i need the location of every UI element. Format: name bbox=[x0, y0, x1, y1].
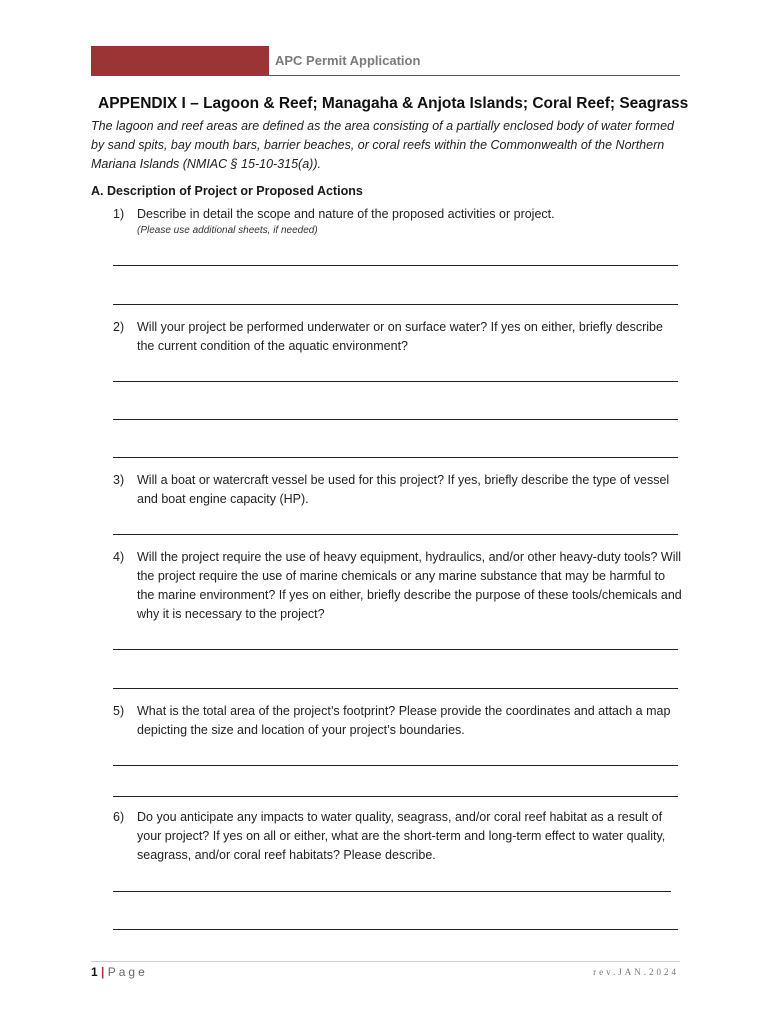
answer-line[interactable] bbox=[113, 929, 678, 930]
answer-line[interactable] bbox=[113, 765, 678, 766]
footer-divider bbox=[91, 961, 680, 962]
question-text: Do you anticipate any impacts to water quality, seagrass, and/or coral reef habitat as a result of your project? If yes on all or either, what are the short-term and long-term effect to water quality, seagrass, and/or coral reef habitats? Please describe. bbox=[137, 810, 666, 862]
page-number: 1 bbox=[91, 965, 98, 979]
answer-line[interactable] bbox=[113, 534, 678, 535]
question-text: Will a boat or watercraft vessel be used for this project? If yes, briefly describe the type of vessel and boat engine capacity (HP). bbox=[137, 473, 670, 506]
revision-label: rev.JAN.2024 bbox=[593, 967, 679, 977]
question-number: 3) bbox=[113, 473, 125, 487]
question-number: 5) bbox=[113, 704, 125, 718]
question-text: Describe in detail the scope and nature of the proposed activities or project. bbox=[137, 207, 555, 221]
intro-paragraph: The lagoon and reef areas are defined as the area consisting of a partially enclosed body of water formed by sand spits, bay mouth bars, barrier beaches, or coral reefs within the Commonwealth of the Northern Mariana Islands (NMIAC § 15-10-315(a)). bbox=[91, 119, 674, 171]
question-text: What is the total area of the project’s footprint? Please provide the coordinates and attach a map depicting the size and location of your project’s boundaries. bbox=[137, 704, 671, 737]
answer-line[interactable] bbox=[113, 649, 678, 650]
answer-line[interactable] bbox=[113, 304, 678, 305]
page-label: Page bbox=[107, 965, 148, 979]
answer-line[interactable] bbox=[113, 891, 671, 892]
header-accent-bar bbox=[91, 46, 269, 75]
additional-sheets-note: (Please use additional sheets, if needed) bbox=[137, 225, 318, 236]
question-number: 6) bbox=[113, 810, 125, 824]
answer-line[interactable] bbox=[113, 265, 678, 266]
question-text: Will your project be performed underwater or on surface water? If yes on either, briefly describe the current condition of the aquatic environment? bbox=[137, 320, 663, 353]
header-divider bbox=[91, 75, 680, 76]
answer-line[interactable] bbox=[113, 419, 678, 420]
question-number: 2) bbox=[113, 320, 125, 334]
section-a-heading: A. Description of Project or Proposed Actions bbox=[91, 184, 363, 198]
page-title: APPENDIX I – Lagoon & Reef; Managaha & Anjota Islands; Coral Reef; Seagrass bbox=[98, 95, 689, 112]
footer-page-number bbox=[91, 965, 148, 979]
header-title: APC Permit Application bbox=[275, 53, 421, 68]
question-text: Will the project require the use of heavy equipment, hydraulics, and/or other heavy-duty tools? Will the project require the use of marine chemicals or any marine substance that may be harmful to the marine environment? If yes on either, briefly describe the purpose of these tools/chemicals and why it is necessary to the project? bbox=[137, 550, 682, 621]
answer-line[interactable] bbox=[113, 796, 678, 797]
question-number: 4) bbox=[113, 550, 125, 564]
footer-pipe: | bbox=[101, 965, 105, 979]
answer-line[interactable] bbox=[113, 457, 678, 458]
answer-line[interactable] bbox=[113, 381, 678, 382]
question-number: 1) bbox=[113, 207, 125, 221]
answer-line[interactable] bbox=[113, 688, 678, 689]
